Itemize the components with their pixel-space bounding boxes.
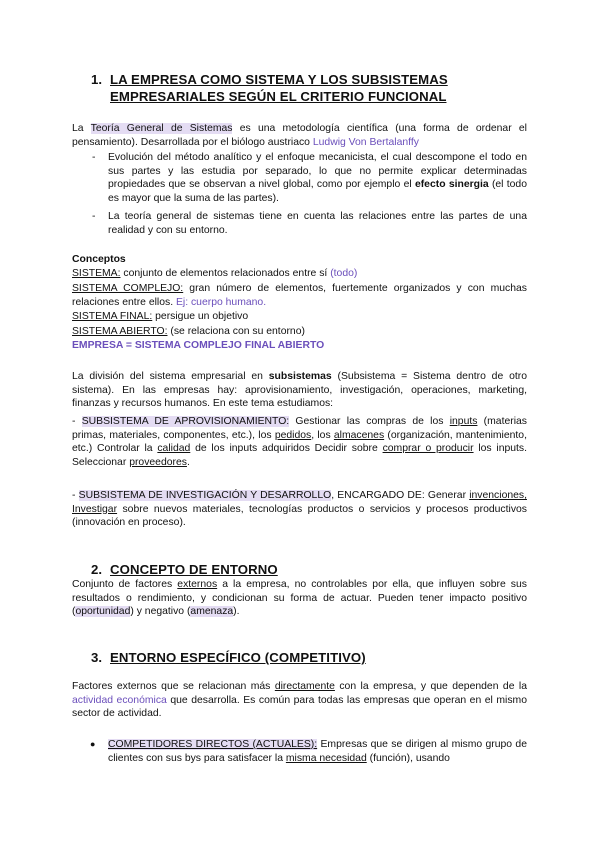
concept-complejo-note: Ej: cuerpo humano. [175, 296, 267, 308]
dash-marker-1: - [92, 152, 96, 163]
aprov-text-d: (organización, mantenimiento, etc.) Controlar la [72, 429, 527, 455]
aprov-text-e: de los inputs adquiridos Decidir sobre [190, 443, 383, 455]
concept-complejo-text: gran número de elementos, fuertemente organizados y con muchas relaciones entre ellos. [72, 283, 527, 308]
section-1-title [110, 71, 470, 105]
id-text-b: sobre nuevos materiales, tecnologías productos o servicios y procesos productivos (innovación en proceso). [72, 503, 527, 529]
bullet-1-text-b: (el todo es mayor que la suma de las partes). [108, 179, 527, 204]
aprov-text-f: los inputs. Seleccionar [72, 443, 527, 468]
concept-sistema-text: conjunto de elementos relacionados entre sí [120, 268, 331, 279]
competidores-text-a: Empresas que se dirigen al mismo grupo de clientes con sus bys para satisfacer la [108, 739, 527, 764]
author-name: Ludwig Von Bertalanffy [312, 136, 419, 148]
aprov-inputs: inputs [449, 416, 478, 427]
intro-text-b: es una metodología científica (una forma de ordenar el pensamiento). Desarrollada por el biólogo austriaco [72, 123, 527, 148]
competidores-necesidad: misma necesidad [285, 752, 367, 764]
division-text-a: La división del sistema empresarial en [72, 371, 269, 382]
competidores-bullet-icon: ● [90, 739, 96, 749]
aprov-calidad: calidad [157, 443, 191, 455]
concept-complejo-term: SISTEMA COMPLEJO: [72, 283, 184, 294]
especifico-actividad: actividad económica [72, 694, 167, 706]
empresa-equation: EMPRESA = SISTEMA COMPLEJO FINAL ABIERTO [72, 340, 325, 351]
id-text-a: , ENCARGADO DE: Generar [331, 490, 470, 501]
concept-abierto-text: (se relaciona con su entorno) [167, 326, 305, 337]
section-2-number: 2. [91, 562, 103, 577]
aprov-prefix: - [72, 416, 82, 427]
entorno-externos: externos [177, 579, 218, 590]
especifico-text-c: que desarrolla. Es común para todas las empresas que operan en el mismo sector de actividad. [72, 694, 527, 720]
aprov-proveedores: proveedores [129, 456, 187, 468]
division-paragraph [72, 370, 527, 411]
especifico-text-a: Factores externos que se relacionan más [72, 681, 275, 692]
aprov-text-c: , los [311, 429, 334, 441]
division-text-b: (Subsistema = Sistema dentro de otro sistema). En las empresas hay: aprovisionamiento, investigación, operaciones, marketing, finanzas y recursos humanos. En este tema estudiamos: [72, 371, 527, 410]
aprov-text-b: (materias primas, materiales, componentes, etc.), los [72, 416, 527, 441]
bullet-teoria: La teoría general de sistemas tiene en cuenta las relaciones entre las partes de una realidad y con su entorno. [108, 211, 527, 236]
concept-sistema-final [72, 310, 527, 324]
dash-marker-2: - [92, 211, 96, 222]
competidores-bullet [108, 738, 527, 765]
section-1-title-line-1: LA EMPRESA COMO SISTEMA Y LOS SUBSISTEMAS [110, 72, 448, 87]
aprov-comprar-producir: comprar o producir [382, 443, 474, 455]
efecto-sinergia: efecto sinergia [414, 179, 489, 191]
entorno-text-c: ) y negativo ( [130, 606, 191, 618]
subsistema-id [72, 489, 527, 530]
bullet-1-text-a: Evolución del método analítico y el enfoque mecanicista, el cual descompone el todo en sus partes y las estudia por separado, lo que no permite explicar determinadas propiedades que se observan a nivel global, como por ejemplo el [108, 152, 527, 191]
intro-text-a: La [72, 123, 91, 134]
entorno-oportunidad: oportunidad [75, 606, 131, 618]
concepts-heading: Conceptos [72, 254, 126, 265]
especifico-text-b: con la empresa, y que dependen de la [334, 681, 528, 692]
concept-abierto-term: SISTEMA ABIERTO: [72, 326, 168, 337]
aprov-text-a: Gestionar las compras de los [289, 416, 450, 427]
id-invenciones: invenciones, Investigar [72, 490, 527, 515]
concept-sistema-note: (todo) [330, 268, 358, 279]
entorno-text-a: Conjunto de factores [72, 579, 178, 590]
section-3-title: ENTORNO ESPECÍFICO (COMPETITIVO) [110, 650, 366, 665]
competidores-highlight: COMPETIDORES DIRECTOS (ACTUALES): [108, 739, 318, 750]
aprov-pedidos: pedidos [274, 429, 312, 441]
bullet-evolucion [108, 151, 527, 205]
entorno-text-b: a la empresa, no controlables por ella, que influyen sobre sus resultados o rendimiento, y condicionan su forma de actuar. Pueden tener impacto positivo ( [72, 579, 527, 618]
intro-paragraph [72, 122, 527, 149]
concept-sistema-term: SISTEMA: [72, 268, 121, 279]
aprov-almacenes: almacenes [333, 429, 385, 441]
tgs-highlight: Teoría General de Sistemas [90, 123, 233, 134]
concept-sistema [72, 267, 527, 281]
aprov-text-g: . [186, 456, 190, 468]
section-1-title-line-2: EMPRESARIALES SEGÚN EL CRITERIO FUNCIONAL [110, 89, 447, 104]
entorno-paragraph [72, 578, 527, 619]
concept-final-text: persigue un objetivo [152, 311, 249, 322]
section-3-number: 3. [91, 650, 103, 665]
aprov-highlight: SUBSISTEMA DE APROVISIONAMIENTO: [81, 416, 290, 427]
concept-sistema-complejo [72, 282, 527, 309]
section-1-number: 1. [91, 72, 103, 87]
section-2-title: CONCEPTO DE ENTORNO [110, 562, 278, 577]
competidores-text-b: (función), usando [366, 752, 450, 764]
id-prefix: - [72, 490, 79, 501]
entorno-amenaza: amenaza [190, 606, 234, 618]
especifico-directamente: directamente [274, 681, 335, 692]
subsistemas-bold: subsistemas [268, 371, 332, 382]
entorno-text-d: ). [233, 606, 240, 618]
concept-final-term: SISTEMA FINAL: [72, 311, 153, 322]
concept-sistema-abierto [72, 325, 527, 339]
id-highlight: SUBSISTEMA DE INVESTIGACIÓN Y DESARROLLO [78, 490, 332, 501]
especifico-paragraph [72, 680, 527, 721]
subsistema-aprovisionamiento [72, 415, 527, 469]
